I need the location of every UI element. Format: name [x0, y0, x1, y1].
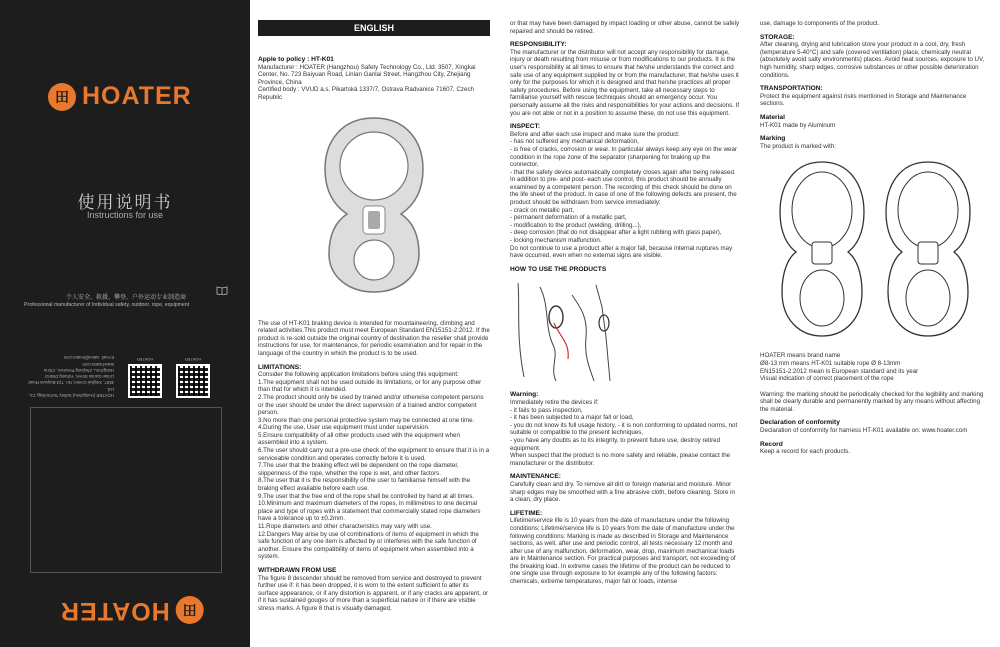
cover-panel [0, 0, 250, 647]
page-2 [510, 0, 740, 647]
inspect-item: - crack on metallic part, [510, 206, 574, 214]
inspect-item: - modification to the product (welding, drilling...), [510, 221, 642, 229]
record-heading: Record [760, 440, 783, 448]
withdrawn-heading: WITHDRAWN FROM USE [258, 566, 337, 574]
record-text: Keep a record for each products. [760, 448, 851, 456]
declaration-heading: Declaration of conformity [760, 419, 840, 427]
responsibility-heading: RESPONSIBILITY: [510, 41, 567, 49]
material-text: HT-K01 made by Aluminum [760, 121, 836, 129]
intro-text: The use of HT-K01 braking device is intended for mountaineering, climbing and related activities.This product must meet European Standard EN15151-2:2012. If the product is re-sold outside the original country of destination the reseller shall provide instructions for use, for maintenance, for periodic examination and for repair in the language of the country in which the product is to be used. [258, 319, 490, 357]
page-1 [258, 0, 490, 647]
storage-text: After cleaning, drying and lubrication store your product in a cool, dry, fresh (temperature 5-40°C) and safe (covered ventilation) place, chemically neutral (absolutely avoid salty environments) places. Avoid heat sources, exposure to UV, high humidity, sharp edges, corrosive substances or other possible deterioration conditions. [760, 41, 985, 79]
inspect-item: Do not continue to use a product after a major fall, because internal ruptures may have occurred, even when no external signs are visible. [510, 244, 733, 260]
material-heading: Material [760, 113, 785, 121]
inspect-item: Before and after each use inspect and make sure the product: [510, 130, 680, 138]
inspect-item: - deep corrosion (that do not disappear after a light rubbing with glass paper), [510, 229, 722, 237]
lifetime-heading: LIFETIME: [510, 509, 543, 517]
warning-item: When suspect that the product is no more safety and reliable, please contact the manufacturer or the distributor. [510, 452, 731, 467]
transport-heading: TRANSPORTATION: [760, 85, 823, 93]
qr-code-icon [176, 364, 210, 398]
language-band: ENGLISH [258, 20, 490, 36]
company-line: E-mail: sales@hoater.com [63, 355, 114, 361]
logo-mark-icon: 田 [48, 83, 76, 111]
warning-item: - it has been subjected to a major fall or load, [510, 414, 634, 422]
title-chinese: 使用说明书 [77, 193, 173, 212]
marking-heading: Marking [760, 135, 786, 143]
company-line: 3507, Xingkai Center, No. 723 Baiyuan Road [28, 380, 114, 386]
brand-logo-inverted [60, 596, 204, 625]
warning-item: - you do not know its full usage history, - it is non conforming to updated norms, not suitable or compatible to the present techniques, [510, 421, 738, 437]
howto-heading: HOW TO USE THE PRODUCTS [510, 265, 607, 273]
certified-body: Certified body : VVUD a.s. Pikartská 1337/7, Ostrava Radvanice 71607, Czech Republic [258, 86, 474, 101]
figure-eight-device-icon [319, 114, 429, 294]
book-icon [216, 286, 228, 298]
company-line: Linlan Ganlai Street, Yuhang District [45, 374, 114, 380]
tagline-chinese: 个人安全、救援、攀登、户外运动专业制造商 [66, 295, 187, 301]
responsibility-text: The manufacturer or the distributor will not accept any responsibility for damage, injury or death resulting from misuse or from modifications to our products. It is the user's responsibility at all times to ensure that he/she understands the correct and safe use of any equipment supplied by or from the manufacturer, that he/she uses it only for the purposes for which it is designed and that he/she practices all proper safety procedures. Before using the equipment, take all necessary steps to familiarise yourself with rescue techniques should an emergency occur. You personally assume all the risks and responsibilities for your actions and decisions. If you are not able or not in a position to assume these, do not use this equipment. [510, 48, 740, 117]
limitation-item: Consider the following application limitations before using this equipment: [258, 371, 459, 379]
company-line: www.hoater.com [82, 361, 114, 367]
inspect-item: - that the safety device automatically completely closes again after being released. [510, 168, 736, 176]
limitation-item: 7.The user that the braking effect will be dependent on the rope diameter, slipperiness of the rope, whether the rope is wet, and other factors. [258, 462, 459, 477]
lifetime-text: Lifetime/service life is 10 years from the date of manufacture under the following conditions: Lifetime/service life is 10 years from the date of manufacture under the following conditions: Marking is made as described in Storage and Maintenance sections, as well, after use and periodic control, all tests necessary 12 month and after use of any malfunction, deformation, wear, drop, maximum mechanical loads are in Maintenance section. For practical purposes and transport, not exceeding of the breaking load. In extreme cases the lifetime of the product can be reduced to one single use through exposure to for example any of the following factors: chemicals, extreme temperatures, major fall or loads, intense [510, 517, 736, 586]
qr-caption: HOATER [136, 357, 154, 362]
inspect-item: - has not suffered any mechanical deformation, [510, 138, 639, 146]
limitation-item: 3.No more than one personal protective system may be connected at one time. [258, 416, 475, 424]
applies-to: Apple to policy : HT-K01 [258, 56, 334, 63]
marking-key-item: HOATER means brand name [760, 352, 841, 360]
company-line: Hangzhou, Zhejiang Province, China [44, 367, 114, 373]
qr-left [176, 354, 210, 398]
brand-name: HOATER [82, 82, 192, 110]
qr-caption: HOATER [184, 357, 202, 362]
qr-section [24, 354, 210, 398]
marking-diagram-icon [760, 154, 990, 344]
limitation-item: 5.Ensure compatibility of all other products used with the equipment when assembled into a system. [258, 431, 460, 447]
brand-name: HOATER [60, 597, 170, 625]
maintenance-heading: MAINTENANCE: [510, 473, 561, 481]
inspect-item: - is free of cracks, corrosion or wear. In particular always keep any eye on the wear condition in the rope zone of the separator (sharpening for braking up the connector, [510, 145, 737, 169]
limitations-heading: LIMITATIONS: [258, 363, 302, 371]
logo-mark-icon: 田 [176, 597, 204, 625]
inspect-item: - locking mechanism malfunction. [510, 237, 602, 245]
inspect-item: - permanent deformation of a metallic part, [510, 214, 627, 222]
warning-heading: Warning: [510, 391, 539, 399]
marking-key-item: Ø8-13 mm means HT-K01 suitable rope Ø 8-13mm [760, 359, 901, 367]
withdrawn-text: The figure 8 descender should be removed from service and destroyed to prevent further use if: it has been dropped, it is worn to the extent sufficient to alter its surface appearance, or if any distortion is apparent, or if any cracks are apparent, or if it has sustained gouges of more than a superficial nature or if there are visible stress marks. A figure 8 that is visually damaged, [258, 574, 489, 612]
continued-text: use, damage to components of the product. [760, 20, 880, 27]
maintenance-text: Carefully clean and dry. To remove all dirt or foreign material and moisture. Minor sharp edges may be smoothed with a fine abrasive cloth, before cleaning. Store in a clean, dry place. [510, 480, 735, 504]
limitation-item: 6.The user should carry out a pre-use check of the equipment to ensure that it is in a serviceable condition and operates correctly before it is used. [258, 447, 490, 462]
cover-frame [30, 407, 222, 573]
declaration-text: Declaration of conformity for harness HT-K01 available on: www.hoater.com [760, 427, 968, 435]
title-english: Instructions for use [86, 210, 164, 220]
company-info [24, 354, 114, 398]
qr-code-icon [128, 364, 162, 398]
storage-heading: STORAGE: [760, 33, 795, 41]
continued-text: or that may have been damaged by impact loading or other abuse, cannot be safely repaired and should be retired. [510, 20, 740, 35]
marking-text: The product is marked with: [760, 142, 836, 150]
marking-warning: Warning: the marking should be periodically checked for the legibility and marking shall be clearly durable and permanently marked by any means without affecting the material. [760, 390, 984, 413]
qr-right [128, 354, 162, 398]
brand-logo [48, 82, 192, 111]
limitation-item: 10.Minimum and maximum diameters of the ropes, in millimetres to one decimal place and type of ropes with a statement that commercially stated rope diameters have a tolerance up to ±0.2mm. [258, 500, 481, 523]
limitation-item: 2.The product should only be used by trained and/or otherwise competent persons or the user should be under the direct supervision of a trained and/or competent person. [258, 393, 484, 417]
limitation-item: 12.Dangers May arise by use of combinations of items of equipment in which the safe function of any one item is affected by or interferes with the safe function of another. Ensure the compatibility of items of equipment when assembled into a system. [258, 530, 479, 561]
limitation-item: 9.The user that the free end of the rope shall be controlled by hand at all times. [258, 492, 475, 500]
manufacturer: Manufacturer : HOATER (Hangzhou) Safety Technology Co., Ltd. 3507, Xingkai Center, No. 723 Baiyuan Road, Linlan Ganlai Street, Hangzhou City, Zhejiang Province, China [258, 63, 476, 86]
warning-item: - you have any doubts as to its integrity, to prevent future use, destroy retired equipment. [510, 436, 721, 452]
marking-key-item: Visual indication of correct placement of the rope [760, 375, 894, 383]
usage-illustration-icon [510, 277, 630, 385]
company-line: HOATER (Hangzhou) Safety Technology Co., Ltd. [27, 386, 114, 398]
inspect-heading: INSPECT: [510, 123, 541, 131]
tagline-english: Professional manufacturer of Individual safety, outdoor, rope, equipment [24, 302, 190, 308]
warning-item: Immediately retire the devices if: [510, 399, 599, 406]
inspect-item: In addition to pre- and post- each use control, this product should be annually examined by a competent person. The recording of this check should be done on the life sheet of the product. In case of one of the following defects are present, the product should be withdrawn from service immediately: [510, 176, 737, 207]
limitation-item: 8.The user that it is the responsibility of the user to familiarise himself with the braking effect available before each use. [258, 477, 471, 493]
limitation-item: 1.The equipment shall not be used outside its limitations, or for any purpose other than that for which it is intended. [258, 378, 482, 394]
page-3 [760, 0, 990, 647]
limitation-item: 4.During the use, User use equipment must under supervision. [258, 424, 430, 432]
marking-key-item: EN15151-2:2012 mean is European standard and its year [760, 367, 919, 375]
limitation-item: 11.Rope diameters and other characteristics may vary with use. [258, 523, 432, 530]
transport-text: Protect the equipment against risks mentioned in Storage and Maintenance sections. [760, 92, 967, 108]
warning-item: - it fails to pass inspection, [510, 406, 583, 414]
